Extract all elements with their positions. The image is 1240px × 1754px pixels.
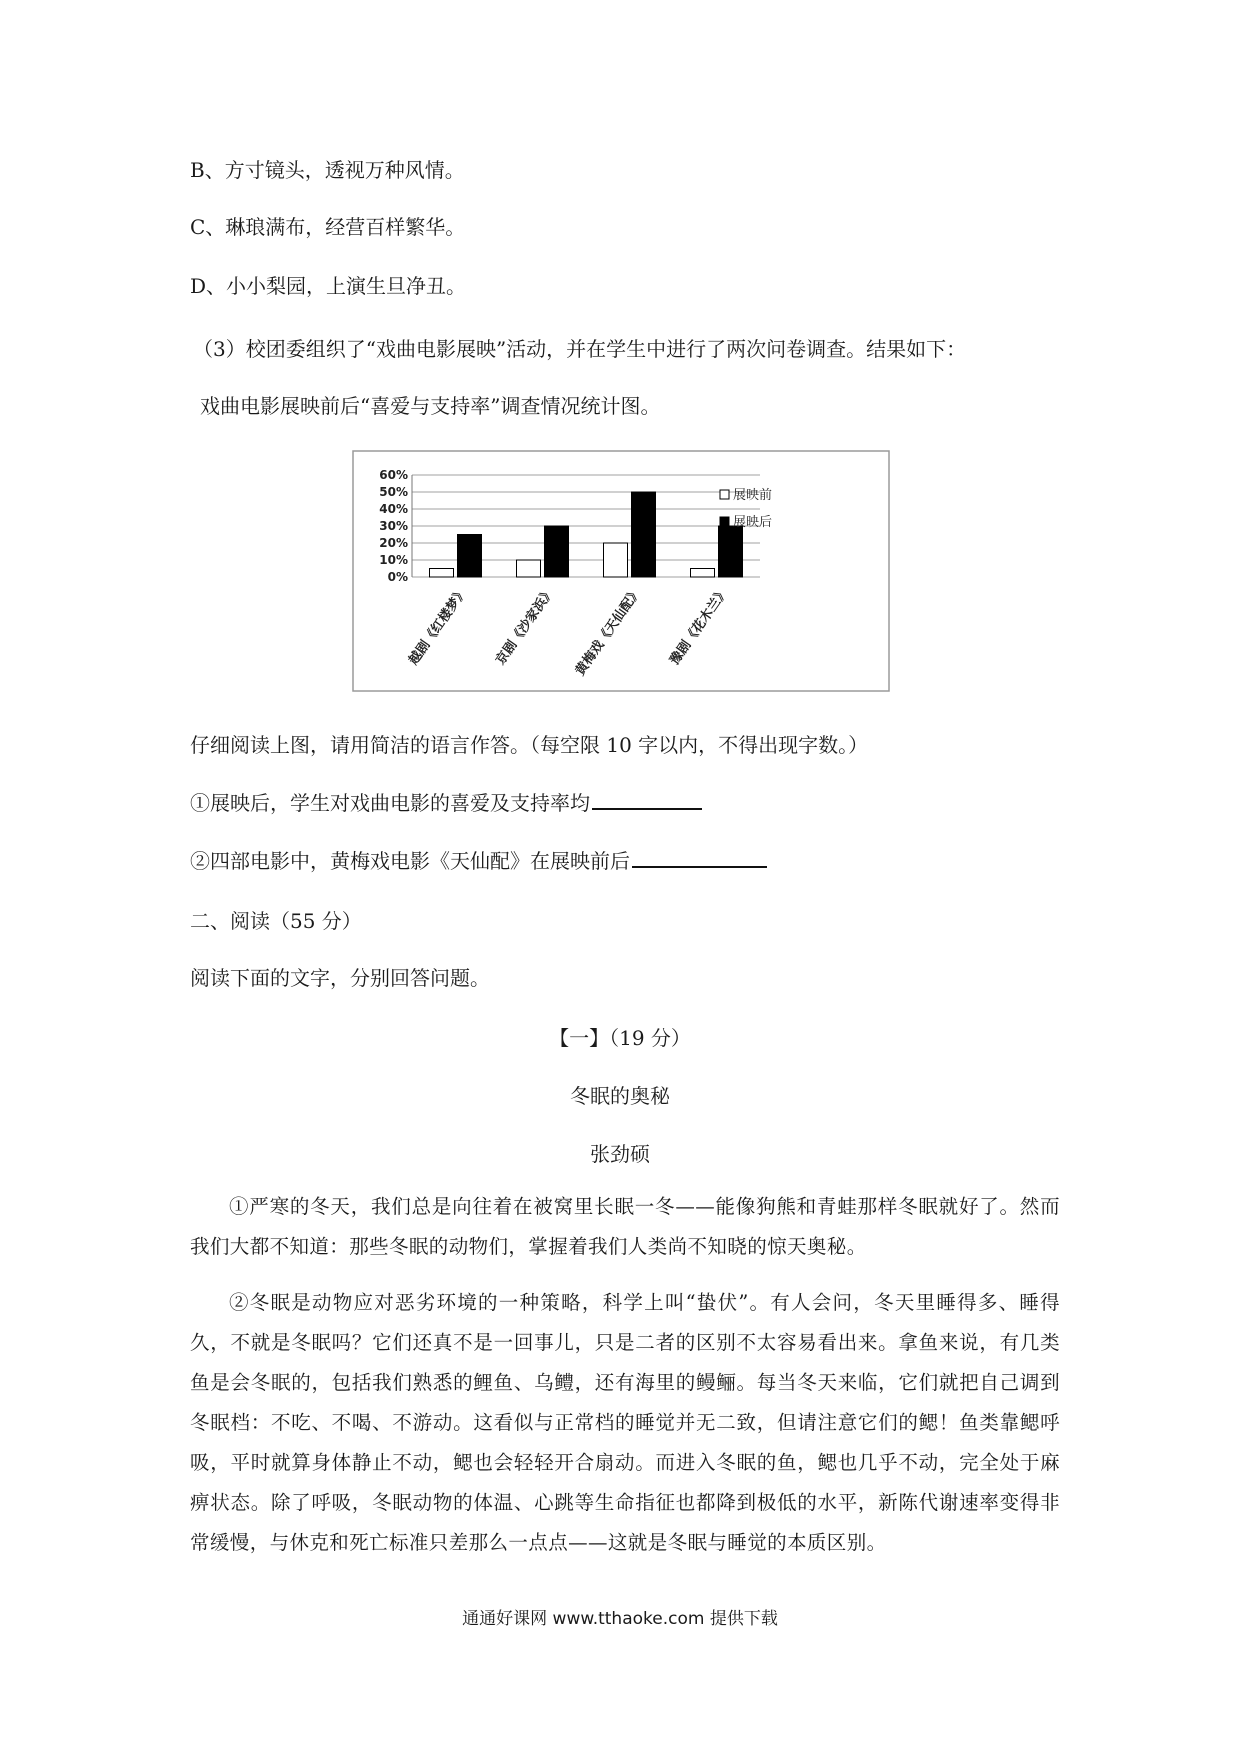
legend-label: 展映前 — [733, 488, 773, 503]
q3-item-1-text: ①展映后，学生对戏曲电影的喜爱及支持率均 — [190, 791, 590, 815]
bar-after — [632, 492, 656, 577]
bar-before — [691, 569, 715, 578]
bar-before — [430, 569, 454, 578]
y-tick-label: 0% — [387, 570, 408, 584]
paragraph-2-text: ②冬眠是动物应对恶劣环境的一种策略，科学上叫“蛰伏”。有人会问，冬天里睡得多、睡得久，不就是冬眠吗？它们还真不是一回事儿，只是二者的区别不太容易看出来。拿鱼来说，有几类鱼是会冬眠的，包括我们熟悉的鲤鱼、乌鳢，还有海里的鳗鲡。每当冬天来临，它们就把自己调到冬眠档：不吃、不喝、不游动。这看似与正常档的睡觉并无二致，但请注意它们的鳃！鱼类靠鳃呼吸，平时就算身体静止不动，鳃也会轻轻开合扇动。而进入冬眠的鱼，鳃也几乎不动，完全处于麻痹状态。除了呼吸，冬眠动物的体温、心跳等生命指征也都降到极低的水平，新陈代谢速率变得非常缓慢，与休克和死亡标准只差那么一点点——这就是冬眠与睡觉的本质区别。 — [190, 1291, 1060, 1554]
legend-swatch — [720, 490, 729, 499]
q3-item-1 — [190, 789, 702, 817]
part-label: 【一】（19 分） — [549, 1026, 691, 1050]
article-title: 冬眠的奥秘 — [570, 1084, 670, 1108]
y-tick-label: 40% — [379, 502, 408, 516]
x-tick-label: 京剧《沙家浜》 — [493, 584, 558, 668]
answer-blank-1[interactable] — [592, 790, 702, 810]
x-tick-label: 黄梅戏《天仙配》 — [572, 584, 645, 679]
section-instruction: 阅读下面的文字，分别回答问题。 — [190, 966, 490, 990]
bar-before — [517, 560, 541, 577]
paragraph-1-text: ①严寒的冬天，我们总是向往着在被窝里长眠一冬——能像狗熊和青蛙那样冬眠就好了。然而我们大都不知道：那些冬眠的动物们，掌握着我们人类尚不知晓的惊天奥秘。 — [190, 1195, 1060, 1258]
article-author: 张劲硕 — [590, 1142, 650, 1166]
y-tick-label: 10% — [379, 553, 408, 567]
bar-after — [719, 526, 743, 577]
bar-chart — [352, 450, 892, 695]
y-tick-label: 60% — [379, 468, 408, 482]
option-b: B、方寸镜头，透视万种风情。 — [190, 158, 465, 182]
legend-swatch — [720, 517, 729, 526]
q3-item-2 — [190, 847, 767, 875]
section-heading: 二、阅读（55 分） — [190, 909, 362, 933]
chart-caption: 戏曲电影展映前后“喜爱与支持率”调查情况统计图。 — [200, 394, 661, 418]
y-tick-label: 50% — [379, 485, 408, 499]
paragraph-2 — [190, 1283, 1060, 1563]
option-d: D、小小梨园，上演生旦净丑。 — [190, 274, 467, 298]
bar-after — [545, 526, 569, 577]
bar-after — [458, 535, 482, 578]
q3-intro: （3）校团委组织了“戏曲电影展映”活动，并在学生中进行了两次问卷调查。结果如下： — [193, 337, 967, 361]
q3-instruction: 仔细阅读上图，请用简洁的语言作答。（每空限 10 字以内，不得出现字数。） — [190, 733, 869, 757]
option-c: C、琳琅满布，经营百样繁华。 — [190, 215, 466, 239]
y-tick-label: 30% — [379, 519, 408, 533]
footer-credit: 通通好课网 www.tthaoke.com 提供下载 — [462, 1609, 778, 1629]
paragraph-1 — [190, 1187, 1060, 1267]
x-tick-label: 豫剧《花木兰》 — [667, 584, 732, 668]
answer-blank-2[interactable] — [632, 848, 767, 868]
y-tick-label: 20% — [379, 536, 408, 550]
bar-before — [604, 543, 628, 577]
legend-label: 展映后 — [733, 515, 773, 530]
x-tick-label: 越剧《红楼梦》 — [406, 584, 471, 668]
q3-item-2-text: ②四部电影中，黄梅戏电影《天仙配》在展映前后 — [190, 849, 630, 873]
